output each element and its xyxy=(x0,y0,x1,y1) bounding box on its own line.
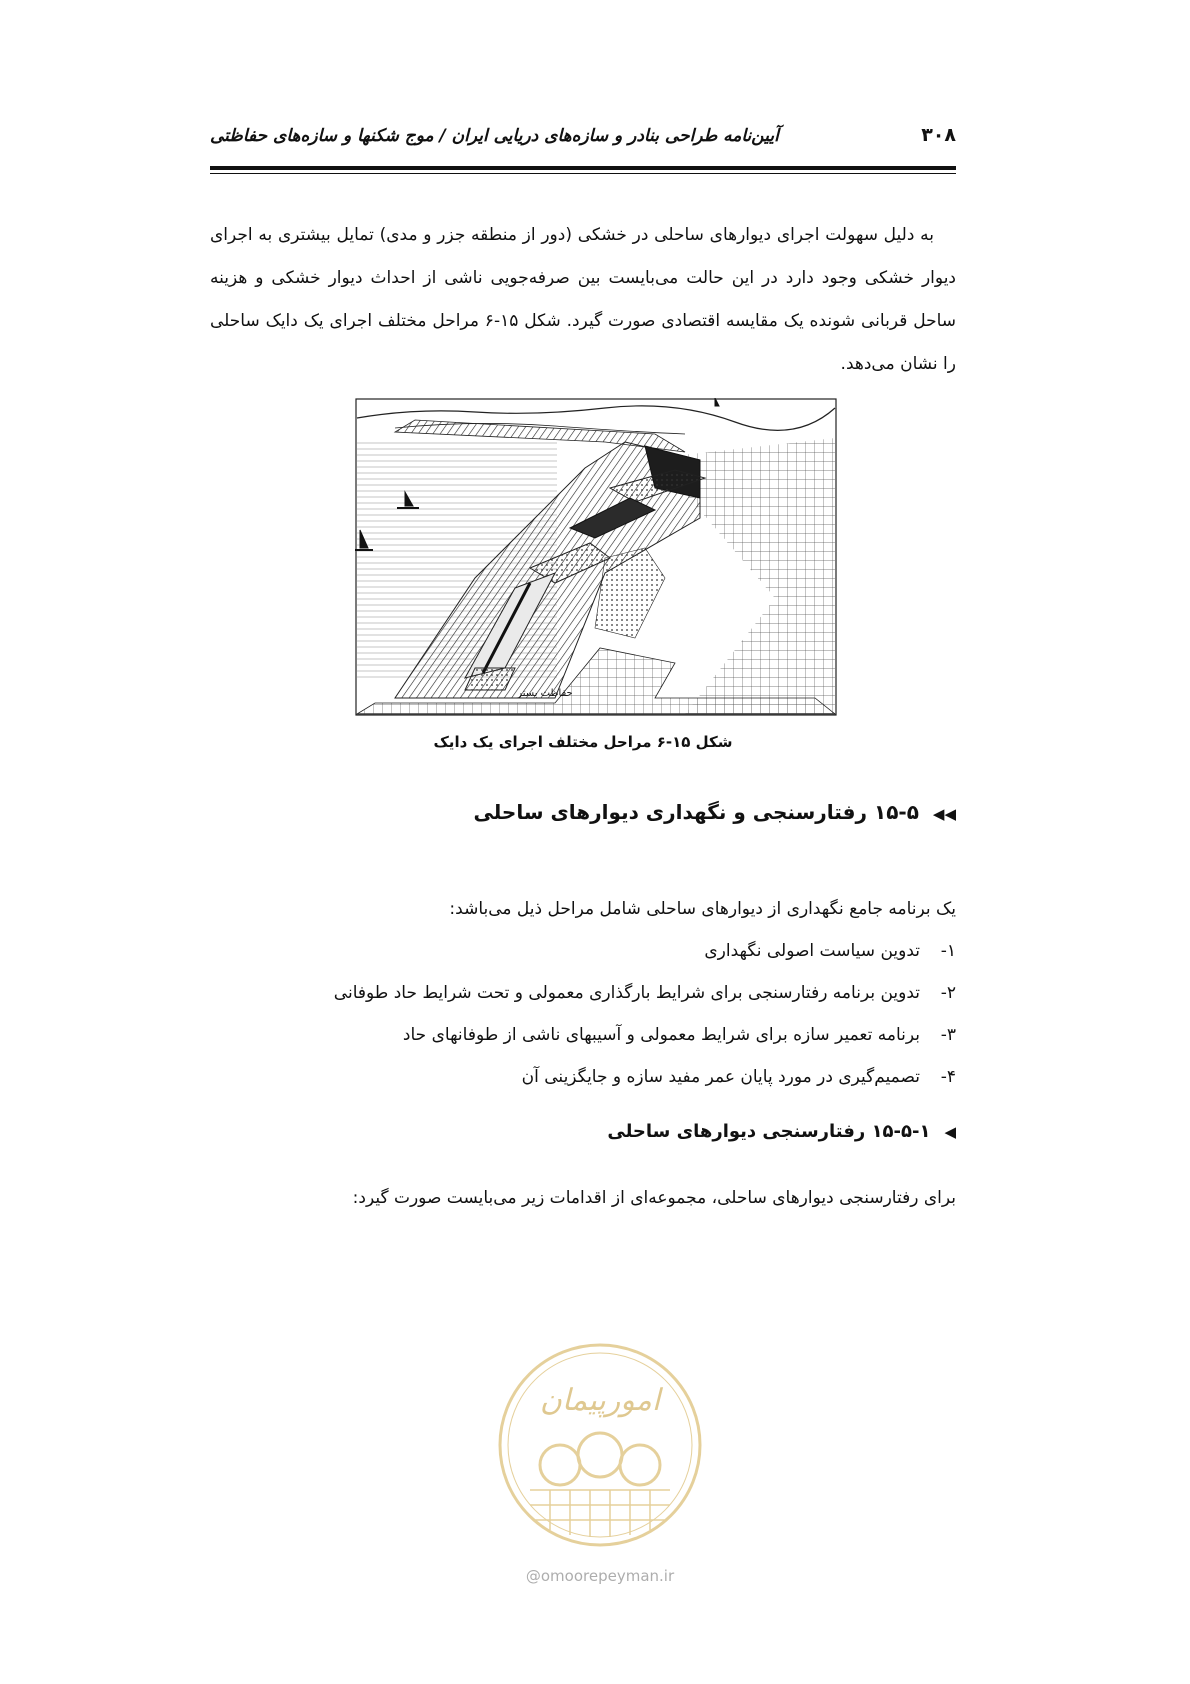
maintenance-list xyxy=(210,888,956,1098)
watermark-url: @omoorepeyman.ir xyxy=(525,1567,675,1585)
subsection-heading-text: ۱۵-۵-۱ رفتارسنجی دیوارهای ساحلی xyxy=(607,1121,931,1142)
page-number: ۳۰۸ xyxy=(921,124,956,146)
svg-text:امورپیمان: امورپیمان xyxy=(539,1383,661,1418)
subsection-paragraph: برای رفتارسنجی دیوارهای ساحلی، مجموعه‌ای از اقدامات زیر می‌بایست صورت گیرد: xyxy=(352,1188,956,1208)
section-heading-text: ۱۵-۵ رفتارسنجی و نگهداری دیوارهای ساحلی xyxy=(473,800,919,824)
running-title: آیین‌نامه طراحی بنادر و سازه‌های دریایی ایران / موج شکنها و سازه‌های حفاظتی xyxy=(210,126,779,146)
arrow-icon: ◀ xyxy=(944,1123,956,1141)
list-item: ۴-تصمیم‌گیری در مورد پایان عمر مفید سازه و جایگزینی آن xyxy=(521,1067,956,1087)
page-header xyxy=(210,126,956,152)
double-arrow-icon: ◀◀ xyxy=(932,804,956,823)
figure-inner-label: حفاظت بستر xyxy=(517,688,573,699)
list-item: ۱-تدوین سیاست اصولی نگهداری xyxy=(704,941,956,961)
list-item: ۲-تدوین برنامه رفتارسنجی برای شرایط بارگذاری معمولی و تحت شرایط حاد طوفانی xyxy=(333,983,956,1003)
list-item: ۳-برنامه تعمیر سازه برای شرایط معمولی و آسیبهای ناشی از طوفانهای حاد xyxy=(402,1025,956,1045)
section-heading xyxy=(210,800,956,824)
figure-caption: شکل ۱۵-۶ مراحل مختلف اجرای یک دایک xyxy=(433,733,733,751)
intro-paragraph: به دلیل سهولت اجرای دیوارهای ساحلی در خشکی (دور از منطقه جزر و مدی) تمایل بیشتری به اجرای دیوار خشکی وجود دارد در این حالت می‌بایست بین صرفه‌جویی ناشی از احداث دیوار خشکی و هزینه ساحل قربانی شونده یک مقایسه اقتصادی صورت گیرد. شکل ۱۵-۶ مراحل مختلف اجرای یک دایک ساحلی را نشان می‌دهد. xyxy=(210,225,956,374)
header-rule-thin xyxy=(210,173,956,174)
header-rule-thick xyxy=(210,166,956,170)
dike-construction-figure xyxy=(355,398,837,716)
watermark-seal xyxy=(490,1325,710,1595)
subsection-heading xyxy=(210,1121,956,1142)
list-lead: یک برنامه جامع نگهداری از دیوارهای ساحلی شامل مراحل ذیل می‌باشد: xyxy=(449,899,956,919)
